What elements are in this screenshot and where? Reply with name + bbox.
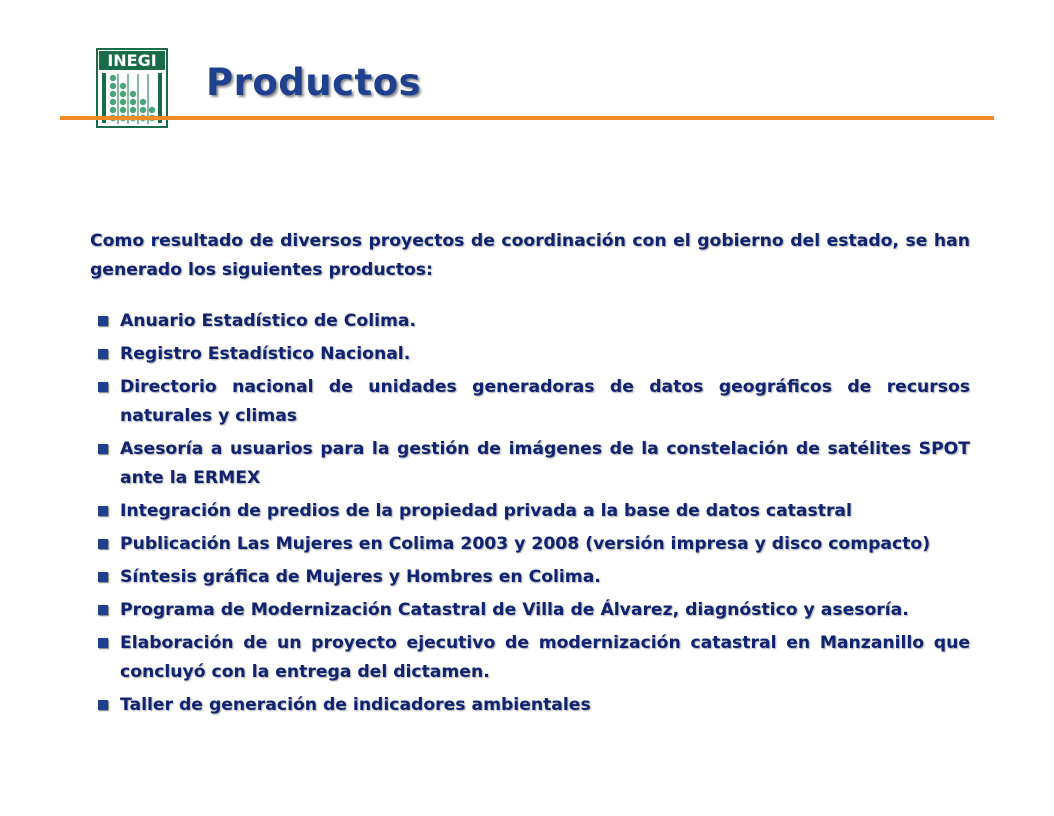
list-item <box>90 563 970 592</box>
square-bullet-icon <box>98 638 108 648</box>
list-item <box>90 596 970 625</box>
square-bullet-icon <box>98 316 108 326</box>
list-item-text: Integración de predios de la propiedad privada a la base de datos catastral <box>120 501 852 521</box>
list-item-text: Elaboración de un proyecto ejecutivo de modernización catastral en Manzanillo que concluyó con la entrega del dictamen. <box>120 633 970 682</box>
product-list <box>90 307 970 720</box>
list-item-text: Asesoría a usuarios para la gestión de imágenes de la constelación de satélites SPOT ante la ERMEX <box>120 439 970 488</box>
square-bullet-icon <box>98 506 108 516</box>
list-item <box>90 691 970 720</box>
square-bullet-icon <box>98 382 108 392</box>
list-item <box>90 307 970 336</box>
list-item-text: Registro Estadístico Nacional. <box>120 344 411 364</box>
square-bullet-icon <box>98 539 108 549</box>
list-item-text: Publicación Las Mujeres en Colima 2003 y 2008 (versión impresa y disco compacto) <box>120 534 931 554</box>
square-bullet-icon <box>98 349 108 359</box>
title-rule <box>60 116 994 120</box>
square-bullet-icon <box>98 700 108 710</box>
list-item <box>90 497 970 526</box>
list-item <box>90 530 970 559</box>
square-bullet-icon <box>98 605 108 615</box>
list-item-text: Taller de generación de indicadores ambientales <box>120 695 591 715</box>
list-item <box>90 435 970 493</box>
square-bullet-icon <box>98 572 108 582</box>
content <box>90 227 970 724</box>
logo-text: INEGI <box>107 51 157 70</box>
square-bullet-icon <box>98 444 108 454</box>
list-item <box>90 629 970 687</box>
list-item-text: Programa de Modernización Catastral de Villa de Álvarez, diagnóstico y asesoría. <box>120 600 909 620</box>
list-item-text: Síntesis gráfica de Mujeres y Hombres en Colima. <box>120 567 601 587</box>
list-item-text: Anuario Estadístico de Colima. <box>120 311 417 331</box>
list-item <box>90 340 970 369</box>
intro-paragraph: Como resultado de diversos proyectos de coordinación con el gobierno del estado, se han generado los siguientes productos: <box>90 231 970 280</box>
page-title: Productos <box>206 61 422 104</box>
list-item <box>90 373 970 431</box>
list-item-text: Directorio nacional de unidades generadoras de datos geográficos de recursos naturales y climas <box>120 377 970 426</box>
